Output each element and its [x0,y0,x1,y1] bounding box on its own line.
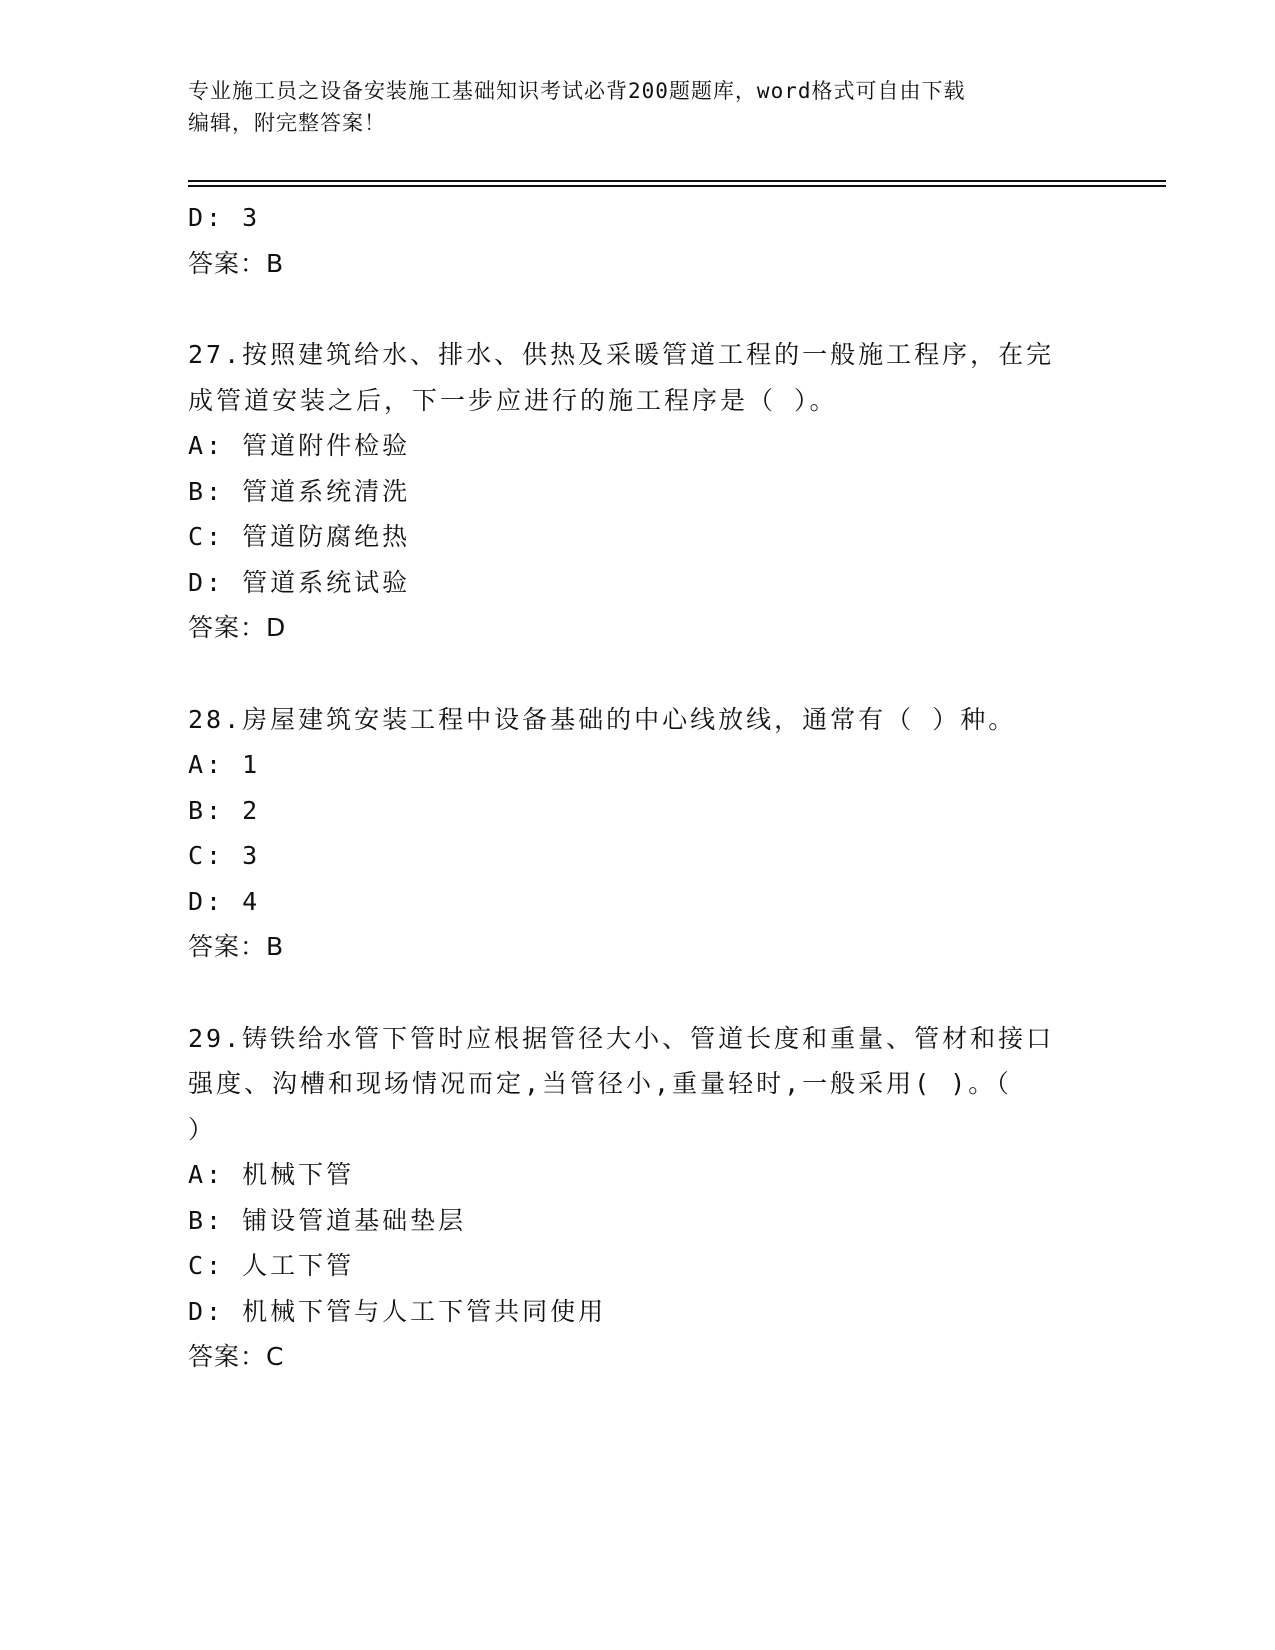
option-c: C: 3 [188,841,261,870]
document-header [188,75,1088,139]
question-28 [188,697,1088,970]
header-divider-top [188,180,1166,182]
option-c: C: 管道防腐绝热 [188,522,411,551]
spacer [188,970,1088,1016]
answer-line: 答案：C [188,1342,285,1371]
question-stem-line: ） [188,1114,217,1144]
header-divider-bottom [188,185,1166,187]
header-title-line-2: 编辑，附完整答案！ [188,111,386,135]
previous-question-tail [188,195,1088,286]
question-list [188,195,1088,1380]
option-a: A: 机械下管 [188,1160,355,1189]
option-c: C: 人工下管 [188,1251,355,1280]
question-stem-line: 强度、沟槽和现场情况而定,当管径小,重量轻时,一般采用( )。（ [188,1069,1012,1098]
option-a: A: 1 [188,750,261,779]
answer-line: 答案：D [188,613,287,642]
header-title-line-1: 专业施工员之设备安装施工基础知识考试必背200题题库，word格式可自由下载 [188,79,966,103]
option-d: D: 4 [188,886,261,916]
option-d: D: 3 [188,203,261,232]
spacer [188,286,1088,332]
question-stem-line: 29.铸铁给水管下管时应根据管径大小、管道长度和重量、管材和接口 [188,1023,1055,1053]
question-27 [188,332,1088,651]
option-b: B: 铺设管道基础垫层 [188,1205,467,1235]
answer-line: 答案：B [188,248,285,278]
question-stem-line: 27.按照建筑给水、排水、供热及采暖管道工程的一般施工程序，在完 [188,340,1055,369]
question-stem-line: 成管道安装之后，下一步应进行的施工程序是（ ）。 [188,385,838,415]
option-d: D: 机械下管与人工下管共同使用 [188,1296,607,1326]
spacer [188,651,1088,697]
option-a: A: 管道附件检验 [188,431,411,460]
question-29 [188,1016,1088,1380]
answer-line: 答案：B [188,932,285,961]
option-d: D: 管道系统试验 [188,567,411,597]
question-stem-line: 28.房屋建筑安装工程中设备基础的中心线放线，通常有（ ）种。 [188,704,1017,734]
option-b: B: 2 [188,795,261,825]
option-b: B: 管道系统清洗 [188,476,411,506]
